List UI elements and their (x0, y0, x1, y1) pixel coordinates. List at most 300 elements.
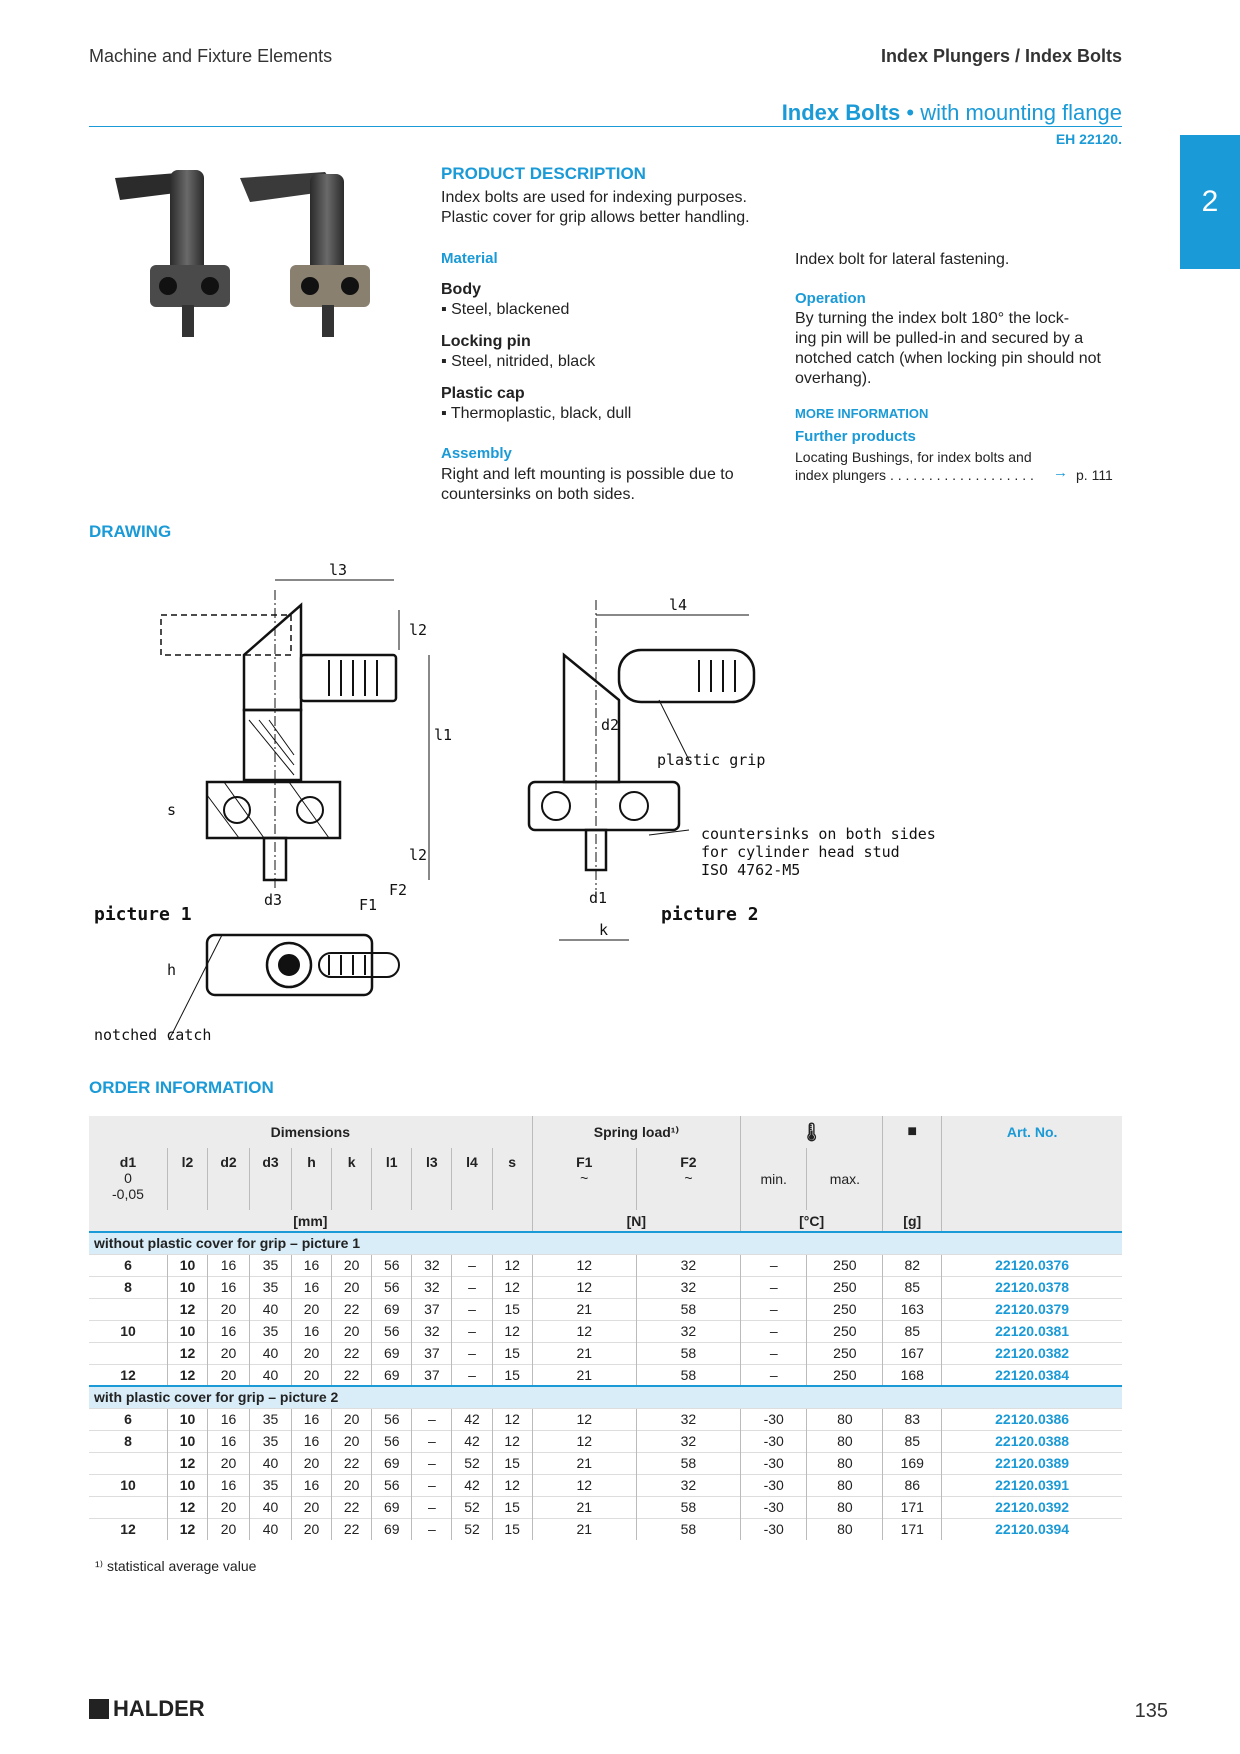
table-cell: – (412, 1518, 452, 1540)
table-cell: 22 (332, 1518, 372, 1540)
unit-n: [N] (532, 1210, 740, 1232)
table-cell: 32 (636, 1276, 740, 1298)
product-photo (110, 160, 410, 345)
col-s: s (492, 1148, 532, 1210)
table-cell: 12 (167, 1298, 207, 1320)
unit-c: [°C] (741, 1210, 883, 1232)
table-cell: 35 (250, 1408, 292, 1430)
table-cell: 163 (883, 1298, 942, 1320)
table-cell: 16 (208, 1408, 250, 1430)
logo-text: HALDER (113, 1696, 205, 1721)
table-cell: 40 (250, 1364, 292, 1386)
table-cell: 80 (807, 1452, 883, 1474)
table-cell: 32 (412, 1320, 452, 1342)
table-cell: 20 (208, 1342, 250, 1364)
table-row (89, 1254, 1122, 1276)
table-row (89, 1518, 1122, 1540)
article-number[interactable]: 22120.0379 (942, 1298, 1122, 1320)
table-cell: 20 (208, 1452, 250, 1474)
table-cell (89, 1342, 167, 1364)
table-cell: 22 (332, 1342, 372, 1364)
table-cell: 22 (332, 1452, 372, 1474)
further-text-1: Locating Bushings, for index bolts and (795, 449, 1032, 465)
table-cell: 80 (807, 1496, 883, 1518)
table-cell: 12 (492, 1474, 532, 1496)
table-cell: 20 (208, 1496, 250, 1518)
assembly-text-1: Right and left mounting is possible due to (441, 466, 734, 483)
table-cell: 15 (492, 1298, 532, 1320)
table-cell: 16 (208, 1430, 250, 1452)
product-code: EH 22120. (1055, 131, 1122, 147)
table-cell: 80 (807, 1408, 883, 1430)
description-text-1: Index bolts are used for indexing purposes. (441, 189, 747, 206)
table-cell: 35 (250, 1474, 292, 1496)
table-cell: 16 (292, 1254, 332, 1276)
countersinks-label-1: countersinks on both sides (701, 825, 936, 843)
table-row (89, 1452, 1122, 1474)
table-cell: 16 (208, 1320, 250, 1342)
col-d2: d2 (208, 1148, 250, 1210)
table-cell: 20 (292, 1364, 332, 1386)
table-cell: 21 (532, 1364, 636, 1386)
order-heading: ORDER INFORMATION (89, 1078, 274, 1097)
col-l1: l1 (372, 1148, 412, 1210)
table-cell: 20 (292, 1342, 332, 1364)
order-table (89, 1116, 1122, 1540)
label-l1: l1 (434, 726, 453, 744)
table-cell: 250 (807, 1276, 883, 1298)
further-heading: Further products (795, 428, 916, 445)
table-cell: 82 (883, 1254, 942, 1276)
table-cell: 250 (807, 1342, 883, 1364)
notched-catch-label: notched catch (94, 1026, 212, 1044)
table-cell: 16 (292, 1430, 332, 1452)
table-cell: 35 (250, 1276, 292, 1298)
assembly-text-2: countersinks on both sides. (441, 486, 635, 503)
table-cell: – (412, 1430, 452, 1452)
operation-text-4: overhang). (795, 370, 872, 387)
table-cell: 42 (452, 1408, 492, 1430)
table-cell: 21 (532, 1452, 636, 1474)
table-cell: 83 (883, 1408, 942, 1430)
table-cell: 250 (807, 1364, 883, 1386)
footnote: ¹⁾ statistical average value (95, 1558, 257, 1574)
picture-1-top-view (169, 935, 399, 1040)
table-cell (89, 1496, 167, 1518)
table-cell: 69 (372, 1364, 412, 1386)
table-cell: 35 (250, 1430, 292, 1452)
table-cell: 10 (167, 1474, 207, 1496)
cap-value: ▪ Thermoplastic, black, dull (441, 405, 632, 422)
table-cell: 21 (532, 1496, 636, 1518)
table-cell: 20 (208, 1518, 250, 1540)
operation-heading: Operation (795, 290, 866, 307)
table-cell: 15 (492, 1452, 532, 1474)
halder-logo (89, 1696, 205, 1722)
table-cell: 56 (372, 1254, 412, 1276)
lateral-text: Index bolt for lateral fastening. (795, 251, 1010, 268)
table-cell: 15 (492, 1496, 532, 1518)
table-cell: 12 (492, 1430, 532, 1452)
table-cell: 12 (532, 1430, 636, 1452)
table-cell: 12 (492, 1320, 532, 1342)
table-cell: 56 (372, 1430, 412, 1452)
table-cell: 56 (372, 1320, 412, 1342)
table-cell: 56 (372, 1474, 412, 1496)
thermometer-icon: 🌡 (741, 1116, 883, 1148)
table-cell: 12 (532, 1276, 636, 1298)
table-cell: 32 (636, 1430, 740, 1452)
table-cell: 20 (332, 1430, 372, 1452)
table-cell: 58 (636, 1342, 740, 1364)
picture-1-side-view (161, 580, 429, 890)
table-cell: 10 (167, 1254, 207, 1276)
table-cell: 80 (807, 1518, 883, 1540)
table-cell: 20 (332, 1408, 372, 1430)
table-cell: 22 (332, 1298, 372, 1320)
assembly-heading: Assembly (441, 445, 512, 462)
table-cell: 12 (532, 1320, 636, 1342)
col-l2: l2 (167, 1148, 207, 1210)
label-h: h (167, 961, 177, 979)
table-cell: 12 (167, 1496, 207, 1518)
article-number[interactable]: 22120.0394 (942, 1518, 1122, 1540)
label-l2-bottom: l2 (409, 846, 428, 864)
table-cell: 12 (167, 1364, 207, 1386)
table-cell: 21 (532, 1518, 636, 1540)
table-cell: 16 (208, 1276, 250, 1298)
table-cell: 69 (372, 1518, 412, 1540)
header-chapter: Index Plungers / Index Bolts (880, 46, 1122, 66)
group-1-rows (89, 1254, 1122, 1386)
table-cell: 10 (89, 1474, 167, 1496)
header-section: Machine and Fixture Elements (89, 46, 333, 66)
table-cell: 12 (167, 1342, 207, 1364)
table-cell: – (452, 1276, 492, 1298)
table-cell: 15 (492, 1364, 532, 1386)
article-number[interactable]: 22120.0389 (942, 1452, 1122, 1474)
table-cell: -30 (741, 1452, 807, 1474)
technical-drawing (89, 560, 989, 1060)
pin-value: ▪ Steel, nitrided, black (441, 353, 596, 370)
table-cell: 32 (412, 1254, 452, 1276)
table-cell: 32 (636, 1408, 740, 1430)
table-cell: -30 (741, 1430, 807, 1452)
table-cell: 12 (492, 1254, 532, 1276)
col-art (942, 1148, 1122, 1210)
table-cell: 40 (250, 1518, 292, 1540)
table-row (89, 1408, 1122, 1430)
table-cell: -30 (741, 1474, 807, 1496)
table-cell: 58 (636, 1364, 740, 1386)
table-cell: 12 (492, 1276, 532, 1298)
table-cell: 20 (332, 1254, 372, 1276)
table-cell: 20 (332, 1474, 372, 1496)
col-l3: l3 (412, 1148, 452, 1210)
weight-icon: ■ (883, 1116, 942, 1148)
table-cell: 85 (883, 1430, 942, 1452)
table-row (89, 1474, 1122, 1496)
unit-mm: [mm] (89, 1210, 532, 1232)
table-cell: 52 (452, 1452, 492, 1474)
table-cell: 52 (452, 1518, 492, 1540)
article-number[interactable]: 22120.0381 (942, 1320, 1122, 1342)
label-s: s (167, 801, 177, 819)
table-row (89, 1496, 1122, 1518)
table-cell: 12 (492, 1408, 532, 1430)
table-cell: – (741, 1364, 807, 1386)
table-cell: 250 (807, 1298, 883, 1320)
body-label: Body (441, 281, 481, 298)
table-cell: 21 (532, 1342, 636, 1364)
table-cell: 32 (636, 1474, 740, 1496)
table-cell: 58 (636, 1518, 740, 1540)
table-cell: 12 (532, 1474, 636, 1496)
table-cell: 69 (372, 1342, 412, 1364)
table-cell: 20 (332, 1276, 372, 1298)
table-cell: 37 (412, 1364, 452, 1386)
table-cell: 56 (372, 1276, 412, 1298)
table-cell: 20 (292, 1298, 332, 1320)
article-number[interactable]: 22120.0391 (942, 1474, 1122, 1496)
picture-2-side-view (529, 600, 754, 940)
more-info-heading: MORE INFORMATION (795, 406, 929, 421)
table-cell: – (412, 1408, 452, 1430)
table-cell: 10 (167, 1430, 207, 1452)
table-cell: 16 (292, 1408, 332, 1430)
table-cell: 32 (636, 1254, 740, 1276)
table-cell: – (741, 1276, 807, 1298)
table-row (89, 1364, 1122, 1386)
table-cell: 40 (250, 1496, 292, 1518)
col-d1: d1 0 -0,05 (89, 1148, 167, 1210)
label-l2-top: l2 (409, 621, 428, 639)
arrow-icon: → (1053, 464, 1068, 481)
table-cell: 85 (883, 1320, 942, 1342)
table-cell: 15 (492, 1342, 532, 1364)
col-k: k (332, 1148, 372, 1210)
table-cell: 20 (208, 1298, 250, 1320)
label-k: k (599, 921, 609, 939)
table-cell: 42 (452, 1474, 492, 1496)
table-row (89, 1342, 1122, 1364)
table-cell: 20 (208, 1364, 250, 1386)
countersinks-label-3: ISO 4762-M5 (701, 861, 801, 879)
article-number[interactable]: 22120.0382 (942, 1342, 1122, 1364)
table-cell: – (741, 1254, 807, 1276)
table-cell: 16 (208, 1254, 250, 1276)
col-d3: d3 (250, 1148, 292, 1210)
table-cell: 22 (332, 1364, 372, 1386)
table-cell: 12 (89, 1518, 167, 1540)
table-cell: 85 (883, 1276, 942, 1298)
table-cell: 167 (883, 1342, 942, 1364)
table-cell: 35 (250, 1254, 292, 1276)
unit-g: [g] (883, 1210, 942, 1232)
table-cell: 32 (412, 1276, 452, 1298)
table-cell: 16 (292, 1474, 332, 1496)
table-row (89, 1430, 1122, 1452)
article-number[interactable]: 22120.0388 (942, 1430, 1122, 1452)
table-cell: 10 (167, 1408, 207, 1430)
table-cell: – (741, 1342, 807, 1364)
article-number[interactable]: 22120.0392 (942, 1496, 1122, 1518)
label-l3: l3 (329, 561, 348, 579)
cap-label: Plastic cap (441, 385, 525, 402)
table-cell (89, 1298, 167, 1320)
further-text-2: index plungers . . . . . . . . . . . . . . . . . . . (795, 467, 1034, 483)
table-cell: 52 (452, 1496, 492, 1518)
table-cell: 8 (89, 1430, 167, 1452)
chapter-tab[interactable]: 2 (1180, 135, 1240, 269)
table-cell: 16 (292, 1276, 332, 1298)
table-cell: 169 (883, 1452, 942, 1474)
col-h: h (292, 1148, 332, 1210)
table-cell: 37 (412, 1342, 452, 1364)
table-cell: 32 (636, 1320, 740, 1342)
title-rule (89, 126, 1122, 127)
table-cell: 80 (807, 1430, 883, 1452)
table-cell: 12 (89, 1364, 167, 1386)
table-row (89, 1320, 1122, 1342)
table-cell: 40 (250, 1298, 292, 1320)
material-heading: Material (441, 250, 498, 267)
table-cell: 80 (807, 1474, 883, 1496)
table-cell: – (452, 1364, 492, 1386)
col-min: min. (741, 1148, 807, 1210)
table-cell: 168 (883, 1364, 942, 1386)
operation-text-3: notched catch (when locking pin should not (795, 350, 1101, 367)
table-cell: 12 (167, 1452, 207, 1474)
drawing-heading: DRAWING (89, 522, 172, 541)
table-cell: – (741, 1320, 807, 1342)
table-row (89, 1298, 1122, 1320)
group-2-rows (89, 1408, 1122, 1540)
table-cell: 20 (292, 1518, 332, 1540)
label-d3: d3 (264, 891, 283, 909)
table-cell: 10 (167, 1320, 207, 1342)
table-cell: 20 (292, 1496, 332, 1518)
table-cell: 69 (372, 1298, 412, 1320)
col-F2: F2 ~ (636, 1148, 740, 1210)
table-cell: 15 (492, 1518, 532, 1540)
group-1-label: without plastic cover for grip – picture 1 (89, 1232, 1122, 1254)
table-cell: -30 (741, 1496, 807, 1518)
plastic-grip-label: plastic grip (657, 751, 766, 769)
label-F2: F2 (389, 881, 408, 899)
table-cell: -30 (741, 1408, 807, 1430)
col-max: max. (807, 1148, 883, 1210)
page-number: 135 (1134, 1700, 1168, 1722)
table-cell: 10 (167, 1276, 207, 1298)
operation-text-1: By turning the index bolt 180° the lock- (795, 310, 1070, 327)
article-number[interactable]: 22120.0378 (942, 1276, 1122, 1298)
table-cell: 56 (372, 1408, 412, 1430)
table-cell: 250 (807, 1320, 883, 1342)
table-cell: – (412, 1474, 452, 1496)
table-cell: 40 (250, 1342, 292, 1364)
table-cell: 171 (883, 1518, 942, 1540)
table-cell: – (452, 1254, 492, 1276)
title-main: Index Bolts (781, 100, 901, 125)
group-2-label: with plastic cover for grip – picture 2 (89, 1386, 1122, 1408)
table-cell: 12 (532, 1408, 636, 1430)
table-row (89, 1276, 1122, 1298)
table-cell: 10 (89, 1320, 167, 1342)
body-value: ▪ Steel, blackened (441, 301, 570, 318)
table-cell: 58 (636, 1496, 740, 1518)
table-cell: 6 (89, 1254, 167, 1276)
operation-text-2: ing pin will be pulled-in and secured by a (795, 330, 1084, 347)
table-cell: – (741, 1298, 807, 1320)
label-d1: d1 (589, 889, 608, 907)
picture-2-label: picture 2 (661, 904, 759, 925)
table-cell: 40 (250, 1452, 292, 1474)
table-cell: -30 (741, 1518, 807, 1540)
logo-mark-icon (89, 1699, 109, 1719)
table-cell: 20 (332, 1320, 372, 1342)
table-cell: 22 (332, 1496, 372, 1518)
table-cell: 250 (807, 1254, 883, 1276)
table-cell: – (452, 1342, 492, 1364)
label-l4: l4 (669, 596, 688, 614)
table-cell (89, 1452, 167, 1474)
article-number[interactable]: 22120.0384 (942, 1364, 1122, 1386)
table-cell: 58 (636, 1298, 740, 1320)
title-sep: • (900, 100, 921, 125)
article-number[interactable]: 22120.0386 (942, 1408, 1122, 1430)
dimensions-header: Dimensions (89, 1116, 532, 1148)
table-cell: 35 (250, 1320, 292, 1342)
table-cell: 12 (532, 1254, 636, 1276)
table-cell: 16 (292, 1320, 332, 1342)
table-cell: 6 (89, 1408, 167, 1430)
col-F1: F1 ~ (532, 1148, 636, 1210)
label-d2: d2 (601, 716, 620, 734)
label-F1: F1 (359, 896, 378, 914)
table-cell: 20 (292, 1452, 332, 1474)
table-cell: 86 (883, 1474, 942, 1496)
table-cell: – (452, 1298, 492, 1320)
col-l4: l4 (452, 1148, 492, 1210)
table-cell: – (412, 1452, 452, 1474)
table-cell: – (412, 1496, 452, 1518)
countersinks-label-2: for cylinder head stud (701, 843, 900, 861)
table-cell: 37 (412, 1298, 452, 1320)
picture-1-label: picture 1 (94, 904, 192, 925)
page-title (782, 100, 1122, 126)
table-cell: 16 (208, 1474, 250, 1496)
further-page-link[interactable]: p. 111 (1076, 467, 1113, 483)
table-cell: 58 (636, 1452, 740, 1474)
description-heading: PRODUCT DESCRIPTION (441, 164, 646, 183)
table-cell: 21 (532, 1298, 636, 1320)
table-cell: 12 (167, 1518, 207, 1540)
article-number[interactable]: 22120.0376 (942, 1254, 1122, 1276)
title-sub: with mounting flange (920, 100, 1122, 125)
table-cell: 171 (883, 1496, 942, 1518)
col-weight (883, 1148, 942, 1210)
pin-label: Locking pin (441, 333, 531, 350)
spring-load-header: Spring load¹⁾ (532, 1116, 740, 1148)
table-cell: 8 (89, 1276, 167, 1298)
table-cell: 69 (372, 1496, 412, 1518)
art-no-header: Art. No. (942, 1116, 1122, 1148)
table-cell: – (452, 1320, 492, 1342)
table-cell: 69 (372, 1452, 412, 1474)
table-cell: 42 (452, 1430, 492, 1452)
description-text-2: Plastic cover for grip allows better handling. (441, 209, 750, 226)
